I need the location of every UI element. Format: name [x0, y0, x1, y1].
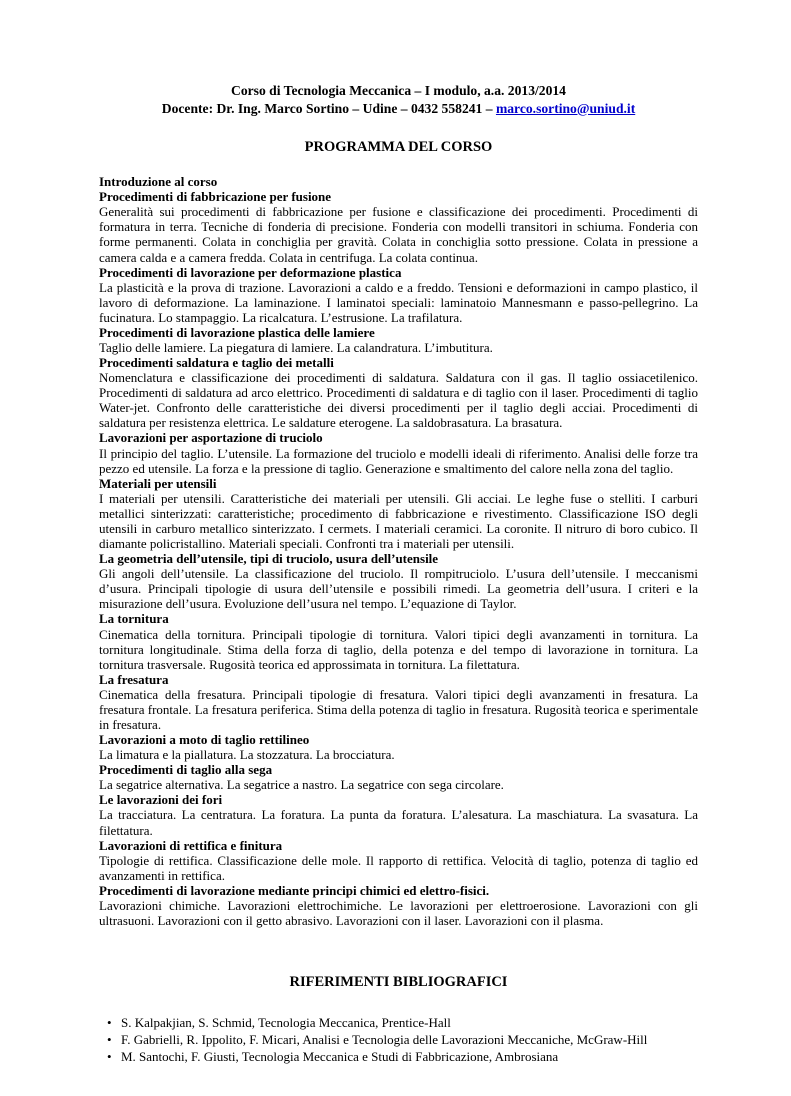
section-heading: Introduzione al corso — [99, 174, 218, 190]
section-body: Lavorazioni chimiche. Lavorazioni elettrochimiche. Le lavorazioni per elettroerosione. Lavorazioni con gli ultrasuoni. Lavorazioni con il getto abrasivo. Lavorazioni con il laser. Lavorazioni con il plasma. — [99, 897, 698, 928]
bibliography-item — [107, 1049, 698, 1066]
email-link[interactable]: marco.sortino@uniud.it — [495, 100, 636, 116]
doc-header — [99, 82, 698, 117]
bibliography-heading: RIFERIMENTI BIBLIOGRAFICI — [289, 974, 508, 991]
bibliography-item-text: F. Gabrielli, R. Ippolito, F. Micari, Analisi e Tecnologia delle Lavorazioni Meccaniche, McGraw-Hill — [121, 1031, 648, 1047]
course-section — [99, 174, 698, 189]
section-body: I materiali per utensili. Caratteristiche dei materiali per utensili. Gli acciai. Le leghe fuse o stelliti. I carburi metallici sinterizzati: caratteristiche; procedimento di fabbricazione e rivestimento. Classificazione ISO degli utensili in carburo metallico sinterizzato. I cermets. I materiali ceramici. La coronite. Il nitruro di boro cubico. Il diamante policristallino. Materiali speciali. Confronti tra i materiali per utensili. — [99, 490, 698, 552]
program-heading: PROGRAMMA DEL CORSO — [304, 139, 493, 156]
course-section — [99, 611, 698, 671]
section-heading: Lavorazioni di rettifica e finitura — [99, 837, 283, 853]
course-section — [99, 762, 698, 792]
bullet-icon: • — [107, 1031, 112, 1047]
course-section — [99, 838, 698, 883]
course-section — [99, 732, 698, 762]
course-section — [99, 189, 698, 264]
course-section — [99, 325, 698, 355]
section-heading: Materiali per utensili — [99, 475, 217, 491]
section-heading: La geometria dell’utensile, tipi di truciolo, usura dell’utensile — [99, 551, 439, 567]
docente-text: Docente: Dr. Ing. Marco Sortino – Udine – 0432 558241 – — [161, 100, 496, 116]
section-body: La plasticità e la prova di trazione. Lavorazioni a caldo e a freddo. Tensioni e deformazioni in campo plastico, il lavoro di deformazione. La laminazione. I laminatoi speciali: laminatoio Mannesmann e passo-pellegrino. La fucinatura. Lo stampaggio. La ricalcatura. L’estrusione. La trafilatura. — [99, 279, 698, 325]
section-heading: La tornitura — [99, 611, 169, 627]
section-body: Cinematica della tornitura. Principali tipologie di tornitura. Valori tipici degli avanzamenti in tornitura. La tornitura longitudinale. Stima della forza di taglio, della potenza e del tempo di lavorazione in tornitura. La tornitura trasversale. Rugosità teorica ed approssimata in tornitura. La filettatura. — [99, 626, 698, 672]
course-program-sections — [99, 174, 698, 928]
section-heading: Procedimenti di fabbricazione per fusione — [99, 189, 332, 205]
section-body: La segatrice alternativa. La segatrice a nastro. La segatrice con sega circolare. — [99, 777, 504, 793]
course-section — [99, 476, 698, 551]
course-section — [99, 430, 698, 475]
section-heading: Procedimenti di lavorazione mediante principi chimici ed elettro-fisici. — [99, 882, 490, 898]
bibliography-item-text: M. Santochi, F. Giusti, Tecnologia Meccanica e Studi di Fabbricazione, Ambrosiana — [121, 1048, 559, 1064]
section-heading: Procedimenti saldatura e taglio dei metalli — [99, 355, 334, 371]
section-body: Generalità sui procedimenti di fabbricazione per fusione e classificazione dei procedimenti. Procedimenti di formatura in terra. Tecniche di fonderia di precisione. Fonderia con modelli transitori in schiuma. Fonderia con forme permanenti. Colata in conchiglia per gravità. Colata in conchiglia sotto pressione. Colata in pressione a camera calda e a camera fredda. Colata in centrifuga. La colata continua. — [99, 204, 698, 265]
section-heading: Procedimenti di lavorazione plastica delle lamiere — [99, 324, 375, 340]
section-heading: La fresatura — [99, 671, 169, 687]
section-body: Cinematica della fresatura. Principali tipologie di fresatura. Valori tipici degli avanzamenti in fresatura. La fresatura frontale. La fresatura periferica. Stima della potenza di taglio in fresatura. Rugosità teorica e sperimentale in fresatura. — [99, 686, 698, 732]
course-section — [99, 792, 698, 837]
course-section — [99, 551, 698, 611]
section-heading: Lavorazioni a moto di taglio rettilineo — [99, 732, 310, 748]
bibliography-item — [107, 1032, 698, 1049]
bullet-icon: • — [107, 1048, 112, 1064]
docente-line — [99, 100, 698, 118]
section-body: Taglio delle lamiere. La piegatura di lamiere. La calandratura. L’imbutitura. — [99, 340, 493, 356]
section-body: Tipologie di rettifica. Classificazione delle mole. Il rapporto di rettifica. Velocità di taglio, potenza di taglio ed avanzamenti in rettifica. — [99, 852, 698, 883]
section-heading: Procedimenti di lavorazione per deformazione plastica — [99, 264, 402, 280]
section-body: La tracciatura. La centratura. La foratura. La punta da foratura. L’alesatura. La maschiatura. La svasatura. La filettatura. — [99, 807, 698, 838]
course-section — [99, 672, 698, 732]
course-section — [99, 883, 698, 928]
course-title: Corso di Tecnologia Meccanica – I modulo, a.a. 2013/2014 — [231, 83, 566, 98]
bibliography-item — [107, 1015, 698, 1032]
course-section — [99, 355, 698, 430]
section-heading: Lavorazioni per asportazione di truciolo — [99, 430, 323, 446]
section-body: Gli angoli dell’utensile. La classificazione del truciolo. Il rompitruciolo. L’usura dell’utensile. I meccanismi d’usura. Principali tipologie di usura dell’utensile e possibili rimedi. La geometria dell’usura. I criteri e la misurazione dell’usura. Evoluzione dell’usura nel tempo. L’equazione di Taylor. — [99, 566, 698, 612]
bullet-icon: • — [107, 1014, 112, 1030]
section-body: Nomenclatura e classificazione dei procedimenti di saldatura. Saldatura con il gas. Il taglio ossiacetilenico. Procedimenti di saldatura ad arco elettrico. Procedimenti di saldatura e di taglio con il laser. Procedimenti di taglio Water-jet. Confronto delle caratteristiche dei diversi procedimenti per il taglio degli acciai. Procedimenti di saldatura per resistenza elettrica. Le saldature eterogene. La saldobrasatura. La brasatura. — [99, 370, 698, 431]
section-body: La limatura e la piallatura. La stozzatura. La brocciatura. — [99, 747, 395, 763]
section-heading: Procedimenti di taglio alla sega — [99, 762, 273, 778]
course-section — [99, 265, 698, 325]
bibliography-item-text: S. Kalpakjian, S. Schmid, Tecnologia Meccanica, Prentice-Hall — [121, 1014, 451, 1030]
bibliography-list — [99, 1015, 698, 1066]
section-body: Il principio del taglio. L’utensile. La formazione del truciolo e modelli ideali di riferimento. Analisi delle forze tra pezzo ed utensile. La forza e la pressione di taglio. Generazione e smaltimento del calore nella zona del taglio. — [99, 445, 698, 476]
section-heading: Le lavorazioni dei fori — [99, 792, 223, 808]
